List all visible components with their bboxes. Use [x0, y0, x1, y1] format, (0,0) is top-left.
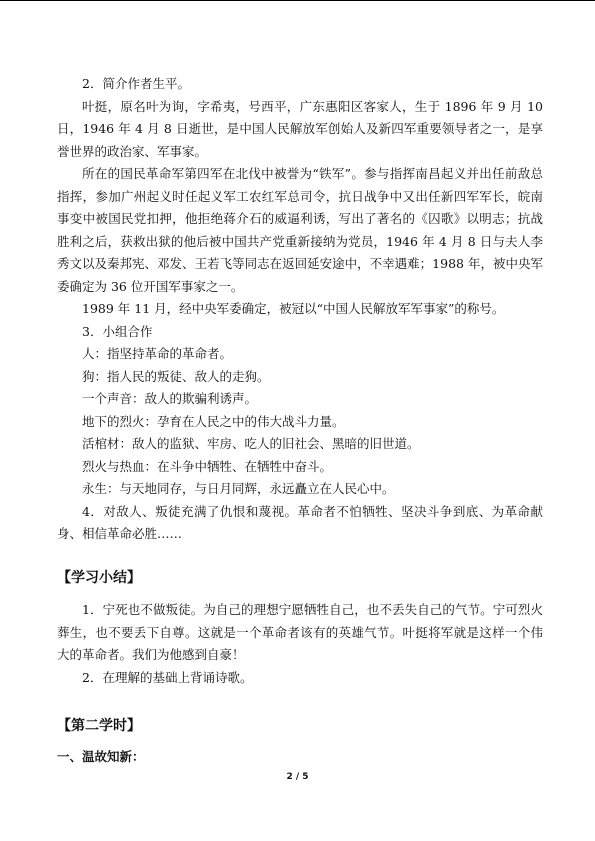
paragraph-title-award: 1989 年 11 月，经中央军委确定，被冠以“中国人民解放军军事家”的称号。 [82, 301, 505, 316]
paragraph-term-coffin: 活棺材：敌人的监狱、牢房、吃人的旧社会、黑暗的旧世道。 [82, 436, 420, 451]
paragraph-term-fire: 地下的烈火：孕育在人民之中的伟大战斗力量。 [82, 413, 345, 429]
top-rule [0, 0, 595, 1]
paragraph-term-voice: 一个声音：敌人的欺骗利诱声。 [82, 391, 258, 406]
section-heading-second-lesson: 【第二学时】 [57, 718, 141, 734]
paragraph-term-dog: 狗：指人民的叛徒、敌人的走狗。 [82, 368, 270, 384]
page-number: 2 / 5 [286, 772, 309, 782]
paragraph-attitude: 4．对敌人、叛徒充满了仇恨和蔑视。革命者不怕牺牲、坚决斗争到底、为革命献身、相信革命必胜…… [57, 503, 543, 541]
paragraph-biography: 叶挺，原名叶为询，字希夷，号西平，广东惠阳区客家人，生于 1896 年 9 月 10 日，1946 年 4 月 8 日逝世，是中国人民解放军创始人及新四军重要领导者之一，是享誉世界的政治家、军事家。 [57, 98, 543, 159]
paragraph-career: 所在的国民革命军第四军在北伐中被誉为“铁军”。参与指挥南昌起义并出任前敌总指挥，参加广州起义时任起义军工农红军总司令，抗日战争中又出任新四军军长，皖南事变中被国民党扣押，他拒绝蒋介石的威逼利诱，写出了著名的《囚歌》以明志；抗战胜利之后，获救出狱的他后被中国共产党重新接纳为党员，1946 年 4 月 8 日与夫人李秀文以及秦邦宪、邓发、王若飞等同志在返回延安途中，不幸遇难；1988 年，被中央军委确定为 36 位开国军事家之一。 [57, 166, 543, 294]
paragraph-group-work: 3．小组合作 [82, 323, 153, 339]
subheading-review: 一、温故知新： [57, 748, 145, 764]
paragraph-term-eternal: 永生：与天地同存，与日月同辉，永远矗立在人民心中。 [82, 481, 395, 496]
paragraph-summary-1: 1．宁死也不做叛徒。为自己的理想宁愿牺牲自己，也不丢失自己的气节。宁可烈火葬生，也不要丢下自尊。这就是一个革命者该有的英雄气节。叶挺将军就是这样一个伟大的革命者。我们为他感到自豪！ [57, 602, 543, 662]
page-content [57, 73, 543, 768]
paragraph-term-person: 人：指坚持革命的革命者。 [82, 346, 233, 361]
paragraph-summary-2: 2．在理解的基础上背诵诗歌。 [82, 669, 253, 685]
section-heading-summary: 【学习小结】 [57, 569, 141, 586]
paragraph-intro-author: 2．简介作者生平。 [82, 76, 190, 91]
paragraph-term-blood: 烈火与热血：在斗争中牺牲、在牺牲中奋斗。 [82, 458, 333, 474]
